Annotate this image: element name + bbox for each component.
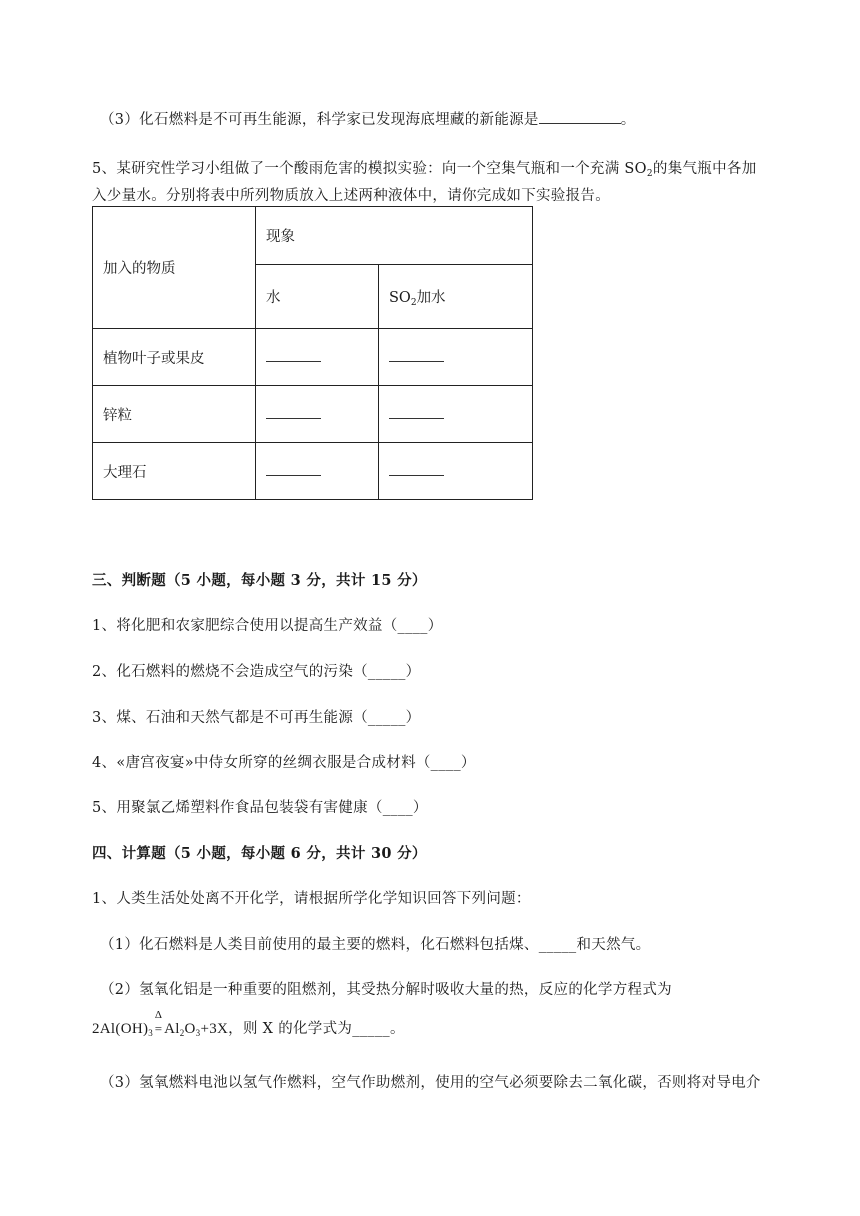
section-4-title: 四、计算题（5 小题，每小题 6 分，共计 30 分） [92,845,427,862]
answer-cell[interactable] [379,386,533,443]
judge-item-2: 2、化石燃料的燃烧不会造成空气的污染（_____） [92,664,421,680]
question-sec2-q5-line2: 入少量水。分别将表中所列物质放入上述两种液体中，请你完成如下实验报告。 [92,188,610,204]
calc-q1-part2: （2）氢氧化铝是一种重要的阻燃剂，其受热分解时吸收大量的热，反应的化学方程式为 [100,982,672,998]
header-so2-water: $SO_2$加水 [379,265,533,329]
calc-q1-part3: （3）氢氧燃料电池以氢气作燃料，空气作助燃剂，使用的空气必须要除去二氧化碳，否则将对导电介 [100,1075,761,1091]
answer-cell[interactable] [256,386,379,443]
row-label: 大理石 [93,443,256,500]
judge-item-4: 4、«唐宫夜宴»中侍女所穿的丝绸衣服是合成材料（____） [92,755,476,771]
question-sec2-q4-part3: （3）化石燃料是不可再生能源，科学家已发现海底埋藏的新能源是 。 [100,112,636,128]
answer-cell[interactable] [379,443,533,500]
heat-delta-icon: Δ = [154,1009,163,1036]
question-sec2-q5-line1: 5、某研究性学习小组做了一个酸雨危害的模拟实验：向一个空集气瓶和一个充满 $SO_2$的集气瓶中各加 [92,161,757,179]
header-water: 水 [256,265,379,329]
row-label: 植物叶子或果皮 [93,329,256,386]
row-label: 锌粒 [93,386,256,443]
answer-cell[interactable] [256,443,379,500]
answer-blank [539,111,621,124]
chemical-equation: $2Al(OH)_3$ Δ = $Al_2O_3+3X$，则 X 的化学式为_____。 [92,1009,405,1038]
judge-item-3: 3、煤、石油和天然气都是不可再生能源（_____） [92,710,421,726]
answer-cell[interactable] [379,329,533,386]
experiment-table [92,206,533,500]
answer-cell[interactable] [256,329,379,386]
calc-q1: 1、人类生活处处离不开化学，请根据所学化学知识回答下列问题： [92,891,531,907]
judge-item-1: 1、将化肥和农家肥综合使用以提高生产效益（____） [92,618,443,634]
header-phenomenon: 现象 [256,207,533,265]
judge-item-5: 5、用聚氯乙烯塑料作食品包装袋有害健康（____） [92,800,428,816]
header-substance: 加入的物质 [93,207,256,329]
section-3-title: 三、判断题（5 小题，每小题 3 分，共计 15 分） [92,572,427,589]
calc-q1-part1: （1）化石燃料是人类目前使用的最主要的燃料，化石燃料包括煤、_____和天然气。 [100,937,651,953]
